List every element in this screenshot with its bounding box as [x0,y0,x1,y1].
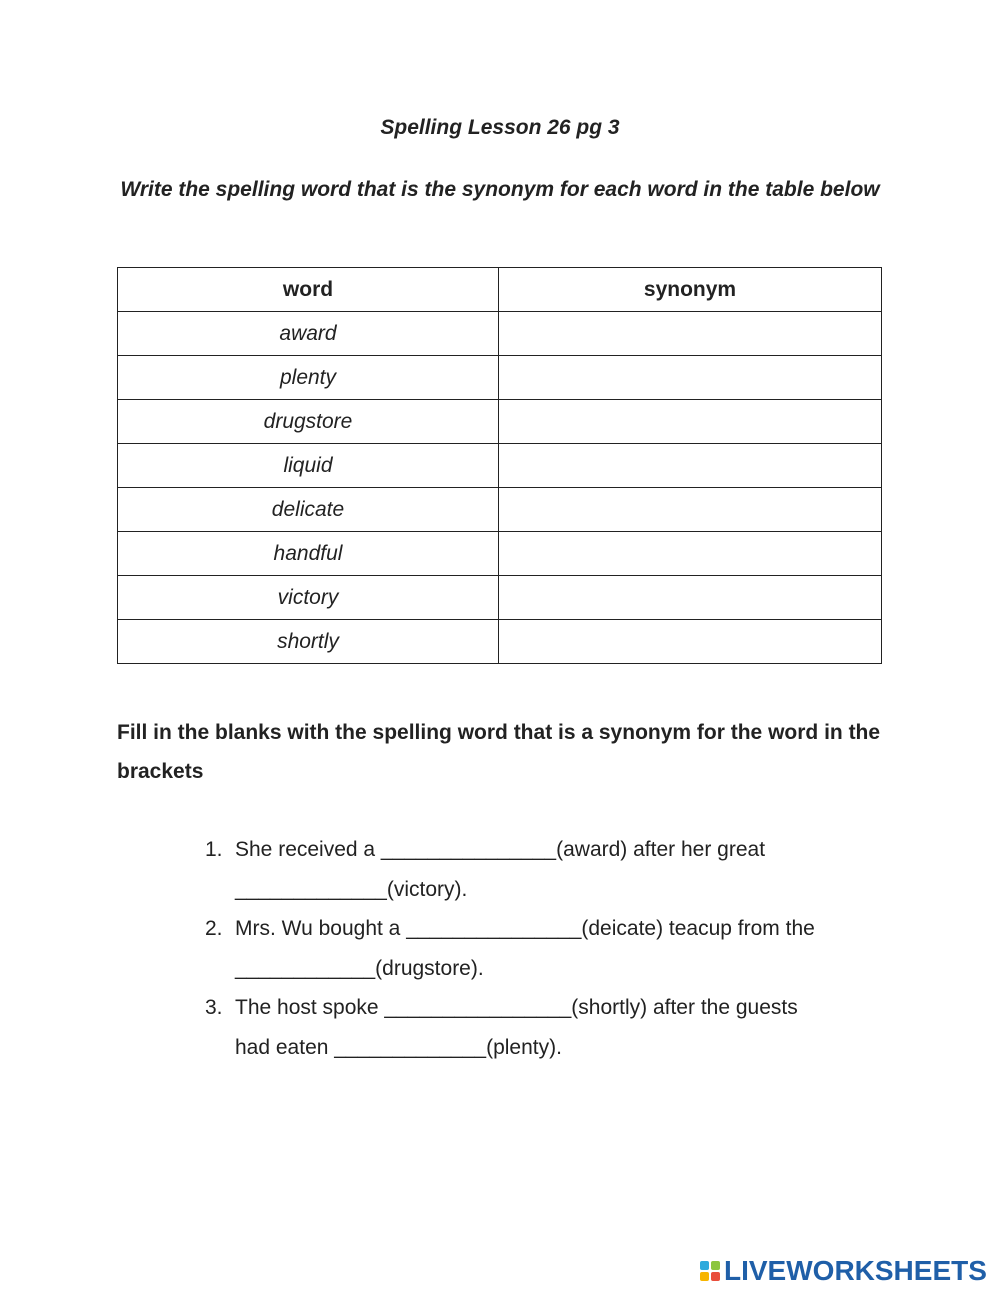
item-number: 2. [205,917,223,940]
header-synonym: synonym [499,268,882,312]
item-number: 1. [205,838,223,861]
table-row [118,356,882,400]
synonym-answer-cell[interactable] [499,356,882,400]
table-instructions: Write the spelling word that is the synonym for each word in the table below [120,178,880,201]
word-cell: shortly [118,620,499,664]
synonym-table [117,267,882,664]
synonym-answer-cell[interactable] [499,488,882,532]
synonym-answer-cell[interactable] [499,312,882,356]
sentence-line: _____________(victory). [235,877,468,901]
liveworksheets-logo [700,1256,987,1286]
table-row [118,400,882,444]
word-cell: plenty [118,356,499,400]
list-item [205,909,885,988]
word-cell: drugstore [118,400,499,444]
sentence-list [205,830,885,1067]
sentence-line: She received a _______________(award) after her great [235,838,766,861]
word-cell: liquid [118,444,499,488]
sentence-line: had eaten _____________(plenty). [235,1035,562,1059]
table-header-row [118,268,882,312]
table-row [118,444,882,488]
synonym-answer-cell[interactable] [499,532,882,576]
sentence-line: Mrs. Wu bought a _______________(deicate) teacup from the [235,917,815,940]
table-row [118,312,882,356]
word-cell: delicate [118,488,499,532]
table-row [118,488,882,532]
synonym-answer-cell[interactable] [499,620,882,664]
item-number: 3. [205,996,223,1019]
list-item [205,988,885,1067]
table-row [118,576,882,620]
word-cell: award [118,312,499,356]
word-cell: handful [118,532,499,576]
synonym-answer-cell[interactable] [499,576,882,620]
synonym-answer-cell[interactable] [499,400,882,444]
sentence-line: The host spoke ________________(shortly) after the guests [235,996,798,1019]
logo-square [711,1261,720,1270]
header-word: word [118,268,499,312]
table-row [118,620,882,664]
sentence-line: ____________(drugstore). [235,956,484,980]
word-cell: victory [118,576,499,620]
logo-square [700,1261,709,1270]
logo-icon [700,1261,720,1281]
table-row [118,532,882,576]
logo-text: LIVEWORKSHEETS [724,1255,987,1286]
page-title: Spelling Lesson 26 pg 3 [380,116,620,139]
synonym-answer-cell[interactable] [499,444,882,488]
logo-square [700,1272,709,1281]
fill-in-heading: Fill in the blanks with the spelling word that is a synonym for the word in the brackets [117,721,881,783]
list-item [205,830,885,909]
logo-square [711,1272,720,1281]
